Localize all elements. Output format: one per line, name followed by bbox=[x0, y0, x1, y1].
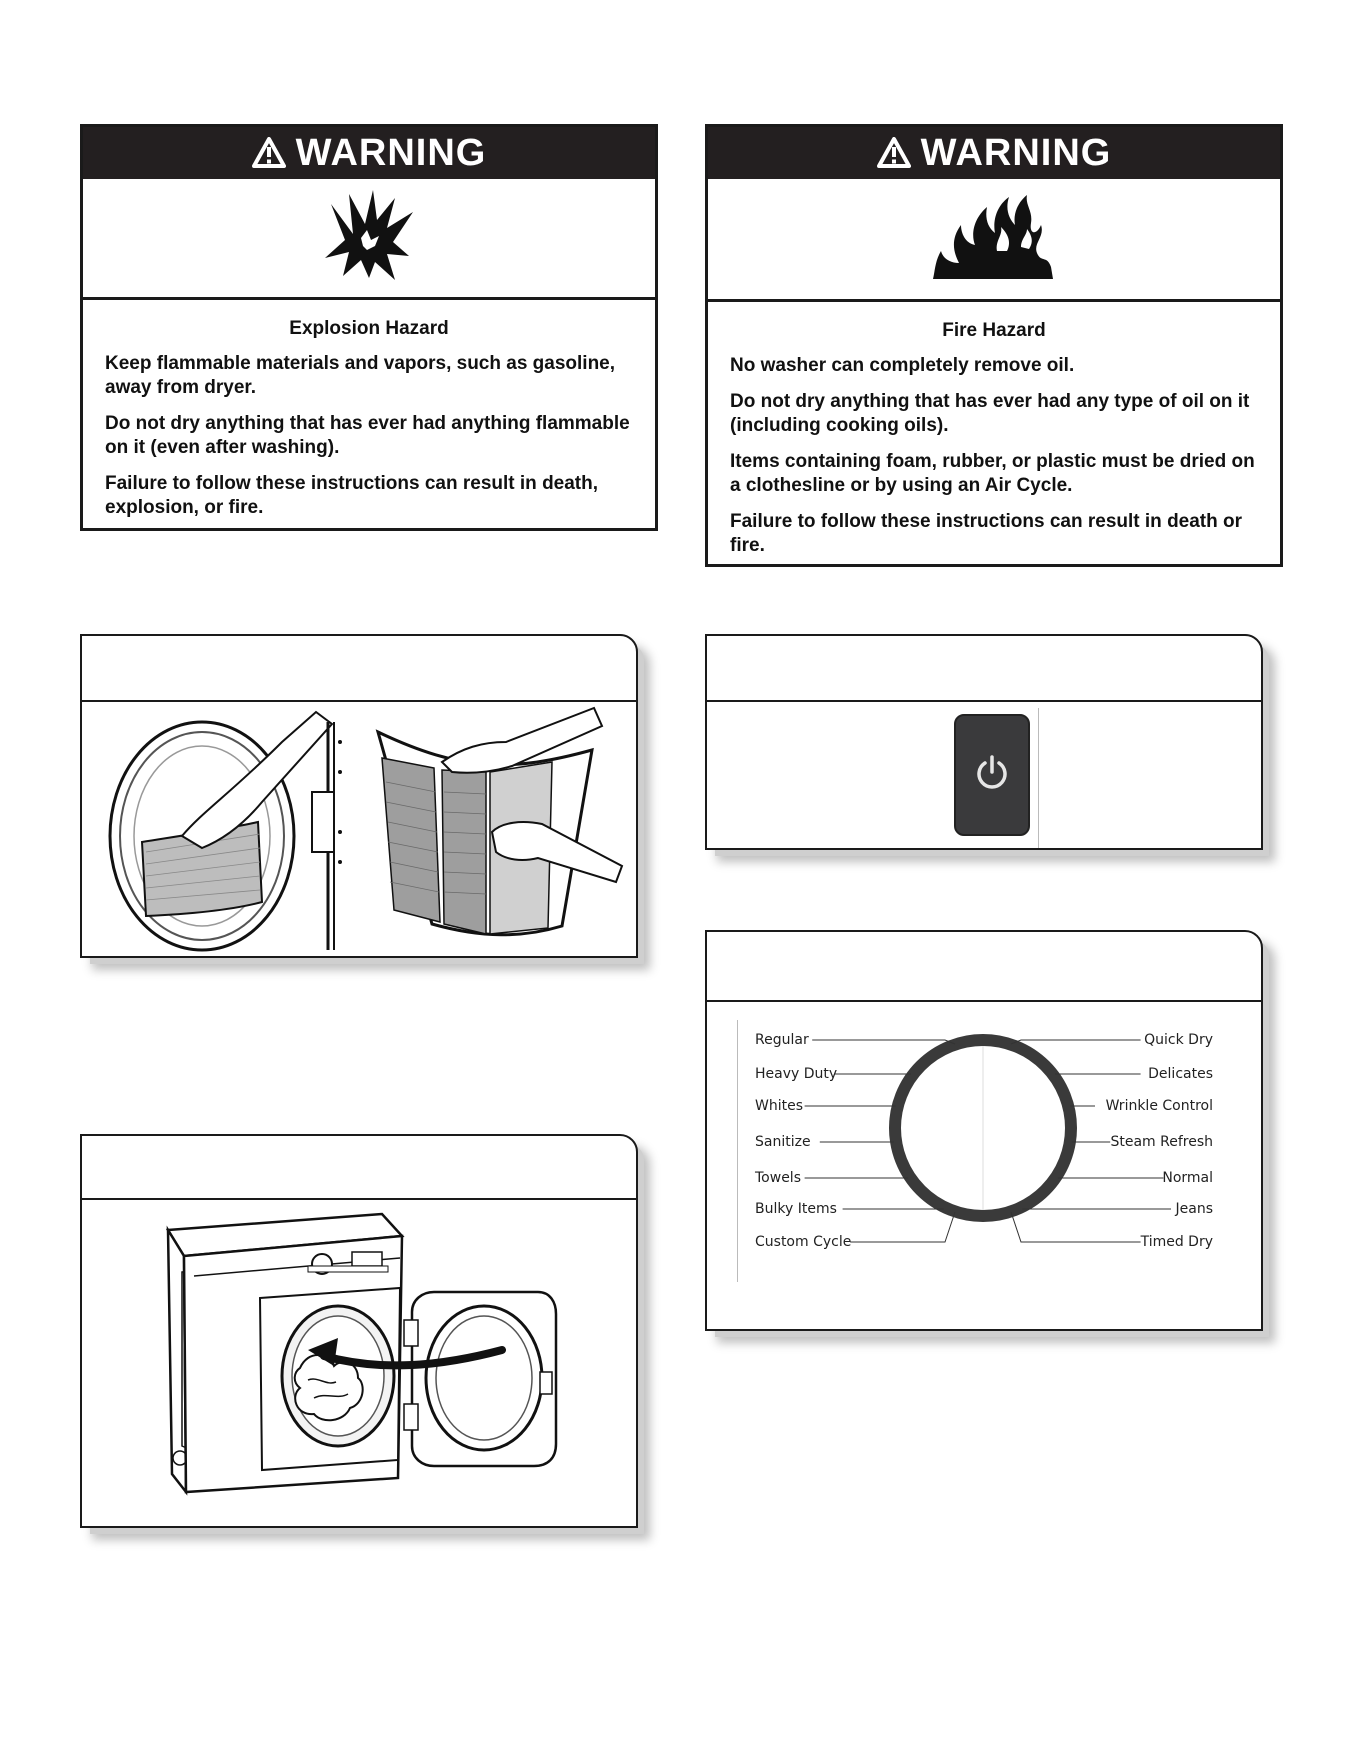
dial-label-wrinkle-control: Wrinkle Control bbox=[1105, 1098, 1213, 1114]
panel-header bbox=[707, 636, 1261, 702]
warning-line: Failure to follow these instructions can result in death or fire. bbox=[730, 511, 1243, 556]
warning-line: Do not dry anything that has ever had any type of oil on it (including cooking oils). bbox=[730, 391, 1250, 436]
power-panel bbox=[705, 634, 1263, 850]
warning-header-text: WARNING bbox=[295, 131, 487, 174]
warning-icon-area bbox=[708, 179, 1280, 302]
dial-label-regular: Regular bbox=[755, 1032, 809, 1048]
dial-label-delicates: Delicates bbox=[1148, 1066, 1213, 1082]
fire-icon bbox=[929, 189, 1059, 290]
warning-triangle-icon bbox=[252, 137, 286, 169]
dial-label-jeans: Jeans bbox=[1175, 1201, 1213, 1217]
power-panel-body bbox=[707, 702, 1261, 850]
load-dryer-panel bbox=[80, 1134, 638, 1528]
panel-header bbox=[82, 1136, 636, 1200]
dial-leader-line bbox=[1011, 1212, 1141, 1242]
warning-box-explosion bbox=[80, 124, 658, 531]
dial-label-towels: Towels bbox=[755, 1170, 801, 1186]
dial-label-normal: Normal bbox=[1162, 1170, 1213, 1186]
dial-label-timed-dry: Timed Dry bbox=[1140, 1234, 1213, 1250]
warning-line: Do not dry anything that has ever had anything flammable on it (even after washing). bbox=[105, 413, 630, 458]
lint-filter-panel bbox=[80, 634, 638, 958]
warning-header bbox=[708, 127, 1280, 179]
warning-line: No washer can completely remove oil. bbox=[730, 355, 1075, 376]
dial-leader-line bbox=[1011, 1040, 1141, 1044]
panel-header bbox=[707, 932, 1261, 1002]
cycle-dial[interactable] bbox=[707, 1002, 1261, 1331]
dial-leader-line bbox=[812, 1040, 955, 1044]
lint-filter-illustration bbox=[82, 702, 636, 958]
explosion-icon bbox=[321, 190, 417, 287]
warning-line: Failure to follow these instructions can result in death, explosion, or fire. bbox=[105, 473, 599, 518]
dial-label-bulky-items: Bulky Items bbox=[755, 1201, 837, 1217]
cycle-dial-body bbox=[707, 1002, 1261, 1331]
power-icon bbox=[973, 754, 1011, 797]
warning-body bbox=[708, 302, 1280, 580]
dial-label-custom-cycle: Custom Cycle bbox=[755, 1234, 852, 1250]
warning-line: Items containing foam, rubber, or plastic must be dried on a clothesline or by using an Air Cycle. bbox=[730, 451, 1255, 496]
dial-label-sanitize: Sanitize bbox=[755, 1134, 811, 1150]
power-button[interactable] bbox=[954, 714, 1030, 836]
warning-title: Fire Hazard bbox=[942, 320, 1046, 341]
warning-box-fire bbox=[705, 124, 1283, 567]
dryer-load-illustration bbox=[82, 1200, 636, 1528]
dial-label-whites: Whites bbox=[755, 1098, 804, 1114]
dial-label-steam-refresh: Steam Refresh bbox=[1110, 1134, 1213, 1150]
warning-body bbox=[83, 300, 655, 542]
dial-label-heavy-duty: Heavy Duty bbox=[755, 1066, 838, 1082]
panel-header bbox=[82, 636, 636, 702]
cycle-dial-panel bbox=[705, 930, 1263, 1331]
control-divider bbox=[1038, 708, 1039, 848]
warning-line: Keep flammable materials and vapors, such as gasoline, away from dryer. bbox=[105, 353, 616, 398]
dial-label-quick-dry: Quick Dry bbox=[1144, 1032, 1213, 1048]
warning-header bbox=[83, 127, 655, 179]
warning-triangle-icon bbox=[877, 137, 911, 169]
warning-header-text: WARNING bbox=[920, 131, 1112, 174]
dial-leader-line bbox=[850, 1212, 955, 1242]
warning-title: Explosion Hazard bbox=[289, 318, 449, 339]
warning-icon-area bbox=[83, 179, 655, 300]
